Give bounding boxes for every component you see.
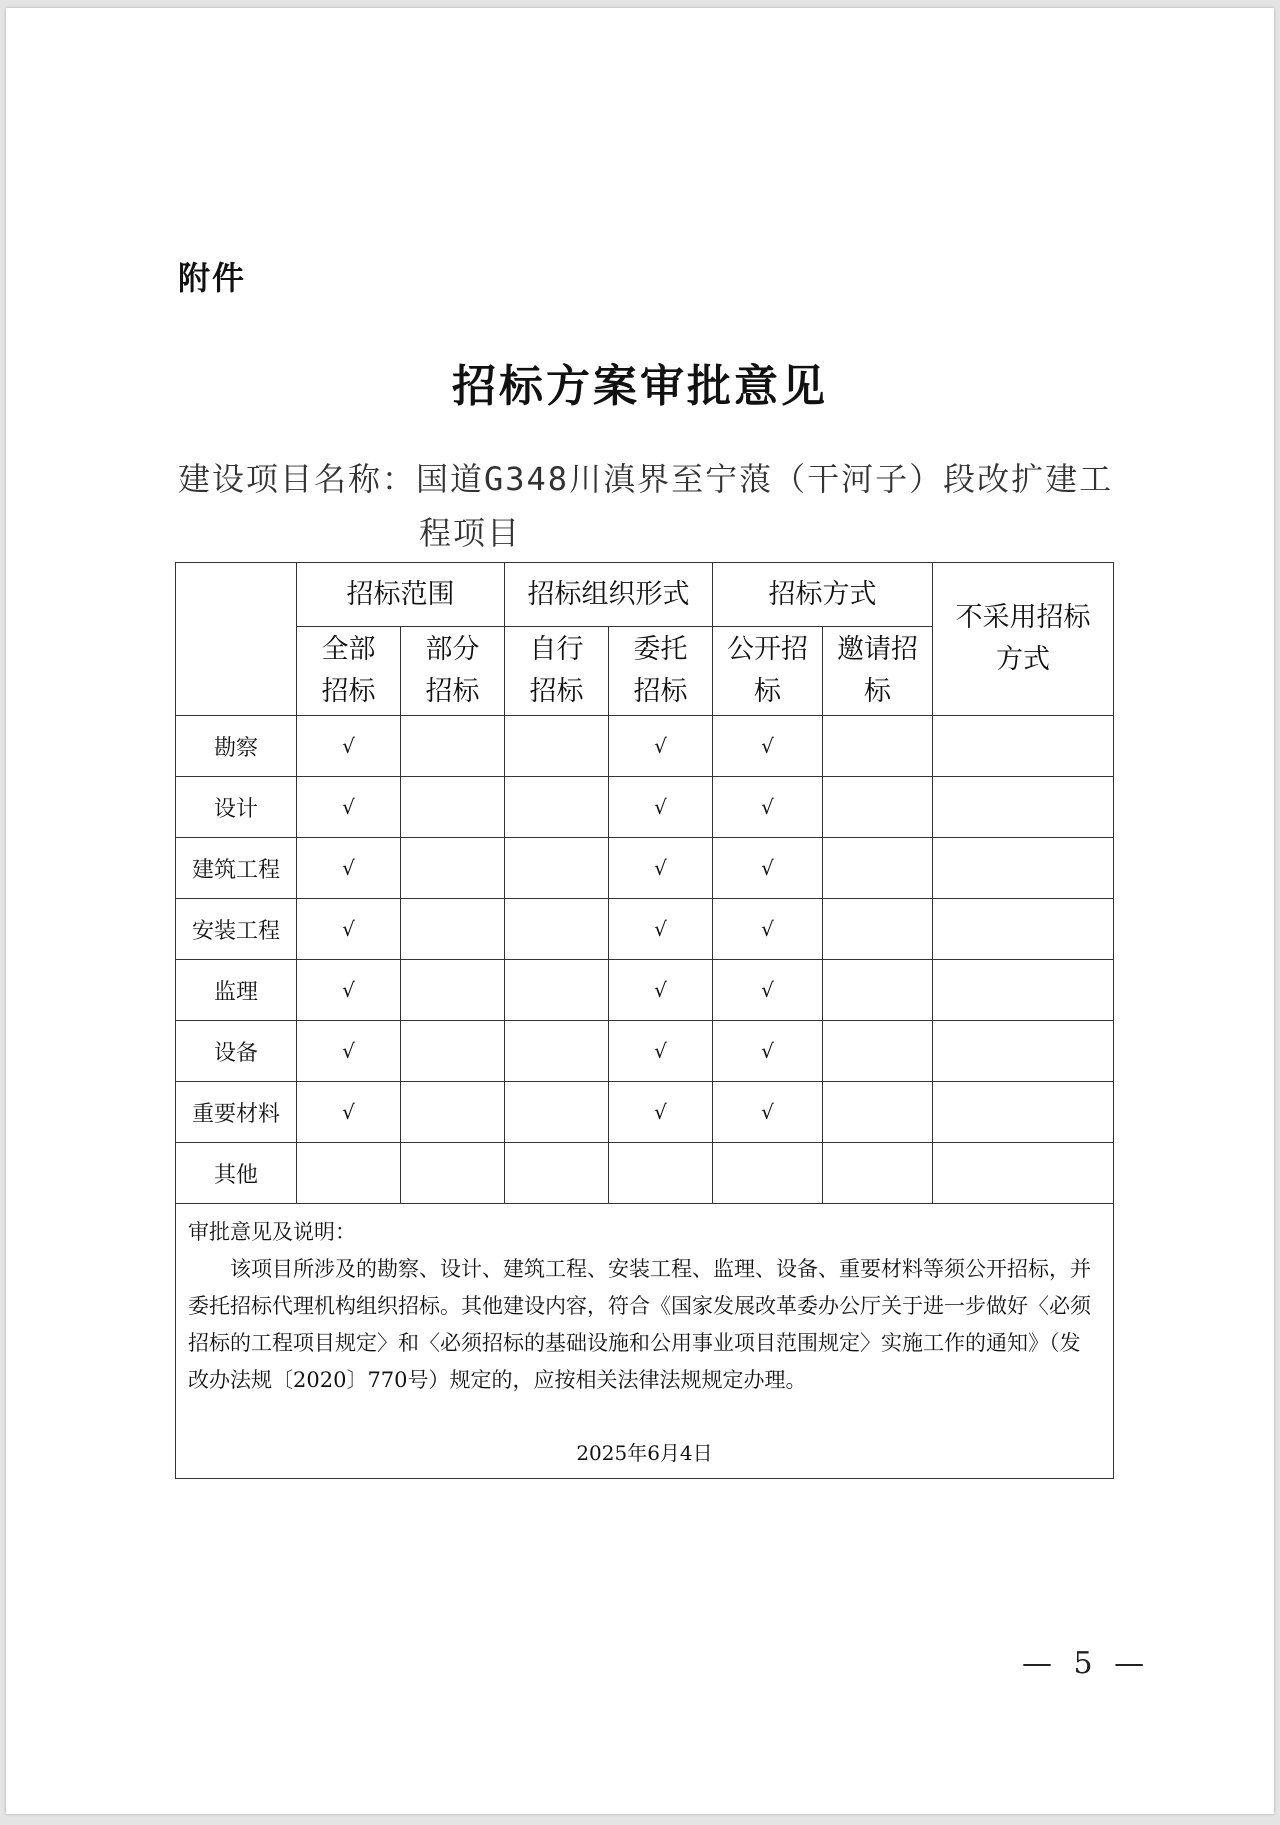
table-cell bbox=[609, 1143, 713, 1204]
project-name-line-1: 建设项目名称：国道G348川滇界至宁蒗（干河子）段改扩建工 bbox=[178, 460, 1114, 498]
table-cell bbox=[713, 899, 823, 960]
check-mark: √ bbox=[654, 917, 667, 941]
table-row bbox=[176, 960, 1114, 1021]
column-header-label: 邀请招标 bbox=[837, 634, 918, 707]
table-cell bbox=[933, 1021, 1114, 1082]
row-label: 监理 bbox=[176, 960, 297, 1021]
table-cell bbox=[297, 716, 401, 777]
table-cell bbox=[609, 960, 713, 1021]
no-bid-label: 不采用招标方式 bbox=[955, 602, 1091, 675]
check-mark: √ bbox=[654, 856, 667, 880]
table-cell bbox=[823, 777, 933, 838]
column-header-label: 自行招标 bbox=[529, 634, 584, 707]
table-cell bbox=[609, 716, 713, 777]
row-label: 安装工程 bbox=[176, 899, 297, 960]
table-cell bbox=[401, 716, 505, 777]
table-cell bbox=[401, 1143, 505, 1204]
check-mark: √ bbox=[342, 1100, 355, 1124]
page-number: — 5 — bbox=[1022, 1646, 1151, 1681]
table-cell bbox=[401, 899, 505, 960]
approval-notes bbox=[176, 1204, 1114, 1479]
table-cell bbox=[823, 1143, 933, 1204]
table-cell bbox=[609, 1021, 713, 1082]
table-row bbox=[176, 1021, 1114, 1082]
column-header bbox=[609, 627, 713, 716]
check-mark: √ bbox=[654, 795, 667, 819]
check-mark: √ bbox=[342, 856, 355, 880]
check-mark: √ bbox=[342, 917, 355, 941]
notes-heading: 审批意见及说明： bbox=[188, 1220, 356, 1244]
table-cell bbox=[609, 838, 713, 899]
check-mark: √ bbox=[342, 1039, 355, 1063]
table-cell bbox=[401, 960, 505, 1021]
attachment-label: 附件 bbox=[178, 259, 247, 297]
column-header-label: 部分招标 bbox=[425, 634, 480, 707]
check-mark: √ bbox=[342, 795, 355, 819]
row-label: 重要材料 bbox=[176, 1082, 297, 1143]
check-mark: √ bbox=[654, 734, 667, 758]
table-cell bbox=[823, 960, 933, 1021]
column-header bbox=[505, 627, 609, 716]
notes-body: 该项目所涉及的勘察、设计、建筑工程、安装工程、监理、设备、重要材料等须公开招标，并委托招标代理机构组织招标。其他建设内容，符合《国家发展改革委办公厅关于进一步做好〈必须招标的工程项目规定〉和〈必须招标的基础设施和公用事业项目范围规定〉实施工作的通知》（发改办法规〔2020〕770号）规定的，应按相关法律法规规定办理。 bbox=[188, 1257, 1091, 1392]
table-cell bbox=[401, 1021, 505, 1082]
column-header-label: 全部招标 bbox=[321, 634, 376, 707]
table-cell bbox=[505, 1021, 609, 1082]
column-header bbox=[823, 627, 933, 716]
table-cell bbox=[933, 1143, 1114, 1204]
check-mark: √ bbox=[761, 917, 774, 941]
row-label: 勘察 bbox=[176, 716, 297, 777]
table-row bbox=[176, 716, 1114, 777]
check-mark: √ bbox=[761, 856, 774, 880]
table-cell bbox=[297, 777, 401, 838]
table-cell bbox=[933, 838, 1114, 899]
table-cell bbox=[823, 838, 933, 899]
group-header-scope: 招标范围 bbox=[297, 563, 505, 627]
row-label: 建筑工程 bbox=[176, 838, 297, 899]
table-cell bbox=[713, 960, 823, 1021]
approval-date: 2025年6月4日 bbox=[576, 1441, 713, 1465]
column-header-label: 委托招标 bbox=[633, 634, 688, 707]
table-cell bbox=[297, 1021, 401, 1082]
table-cell bbox=[713, 716, 823, 777]
approval-table bbox=[175, 562, 1114, 1479]
table-cell bbox=[713, 1021, 823, 1082]
table-cell bbox=[297, 838, 401, 899]
table-cell bbox=[297, 1143, 401, 1204]
table-row bbox=[176, 838, 1114, 899]
table-cell bbox=[609, 1082, 713, 1143]
table-cell bbox=[505, 899, 609, 960]
table-row bbox=[176, 1082, 1114, 1143]
table-cell bbox=[505, 960, 609, 1021]
row-label: 设计 bbox=[176, 777, 297, 838]
table-cell bbox=[713, 838, 823, 899]
table-cell bbox=[933, 960, 1114, 1021]
table-cell bbox=[823, 1082, 933, 1143]
table-cell bbox=[505, 777, 609, 838]
check-mark: √ bbox=[654, 1100, 667, 1124]
table-cell bbox=[401, 1082, 505, 1143]
table-cell bbox=[505, 1143, 609, 1204]
column-header bbox=[401, 627, 505, 716]
table-row bbox=[176, 777, 1114, 838]
corner-cell bbox=[176, 563, 297, 716]
check-mark: √ bbox=[761, 734, 774, 758]
table-cell bbox=[823, 1021, 933, 1082]
table-cell bbox=[823, 716, 933, 777]
group-header-no-bid bbox=[933, 563, 1114, 716]
row-label: 其他 bbox=[176, 1143, 297, 1204]
check-mark: √ bbox=[761, 795, 774, 819]
column-header bbox=[297, 627, 401, 716]
table-cell bbox=[297, 960, 401, 1021]
table-cell bbox=[401, 838, 505, 899]
table-cell bbox=[401, 777, 505, 838]
group-header-organization: 招标组织形式 bbox=[505, 563, 713, 627]
page-title: 招标方案审批意见 bbox=[452, 361, 828, 412]
column-header-label: 公开招标 bbox=[727, 634, 808, 707]
table-cell bbox=[609, 899, 713, 960]
table-cell bbox=[823, 899, 933, 960]
table-cell bbox=[713, 1143, 823, 1204]
check-mark: √ bbox=[654, 1039, 667, 1063]
table-cell bbox=[297, 899, 401, 960]
check-mark: √ bbox=[761, 1100, 774, 1124]
check-mark: √ bbox=[761, 978, 774, 1002]
table-cell bbox=[713, 1082, 823, 1143]
table-cell bbox=[609, 777, 713, 838]
table-cell bbox=[297, 1082, 401, 1143]
project-name-line-2: 程项目 bbox=[419, 514, 522, 552]
check-mark: √ bbox=[342, 734, 355, 758]
table-cell bbox=[933, 777, 1114, 838]
table-cell bbox=[933, 716, 1114, 777]
table-cell bbox=[505, 716, 609, 777]
table-row bbox=[176, 1143, 1114, 1204]
table-row bbox=[176, 899, 1114, 960]
check-mark: √ bbox=[761, 1039, 774, 1063]
group-header-method: 招标方式 bbox=[713, 563, 933, 627]
table-cell bbox=[713, 777, 823, 838]
document-page bbox=[6, 8, 1274, 1814]
table-cell bbox=[933, 1082, 1114, 1143]
table-cell bbox=[505, 1082, 609, 1143]
check-mark: √ bbox=[342, 978, 355, 1002]
table-cell bbox=[933, 899, 1114, 960]
column-header bbox=[713, 627, 823, 716]
row-label: 设备 bbox=[176, 1021, 297, 1082]
table-cell bbox=[505, 838, 609, 899]
check-mark: √ bbox=[654, 978, 667, 1002]
